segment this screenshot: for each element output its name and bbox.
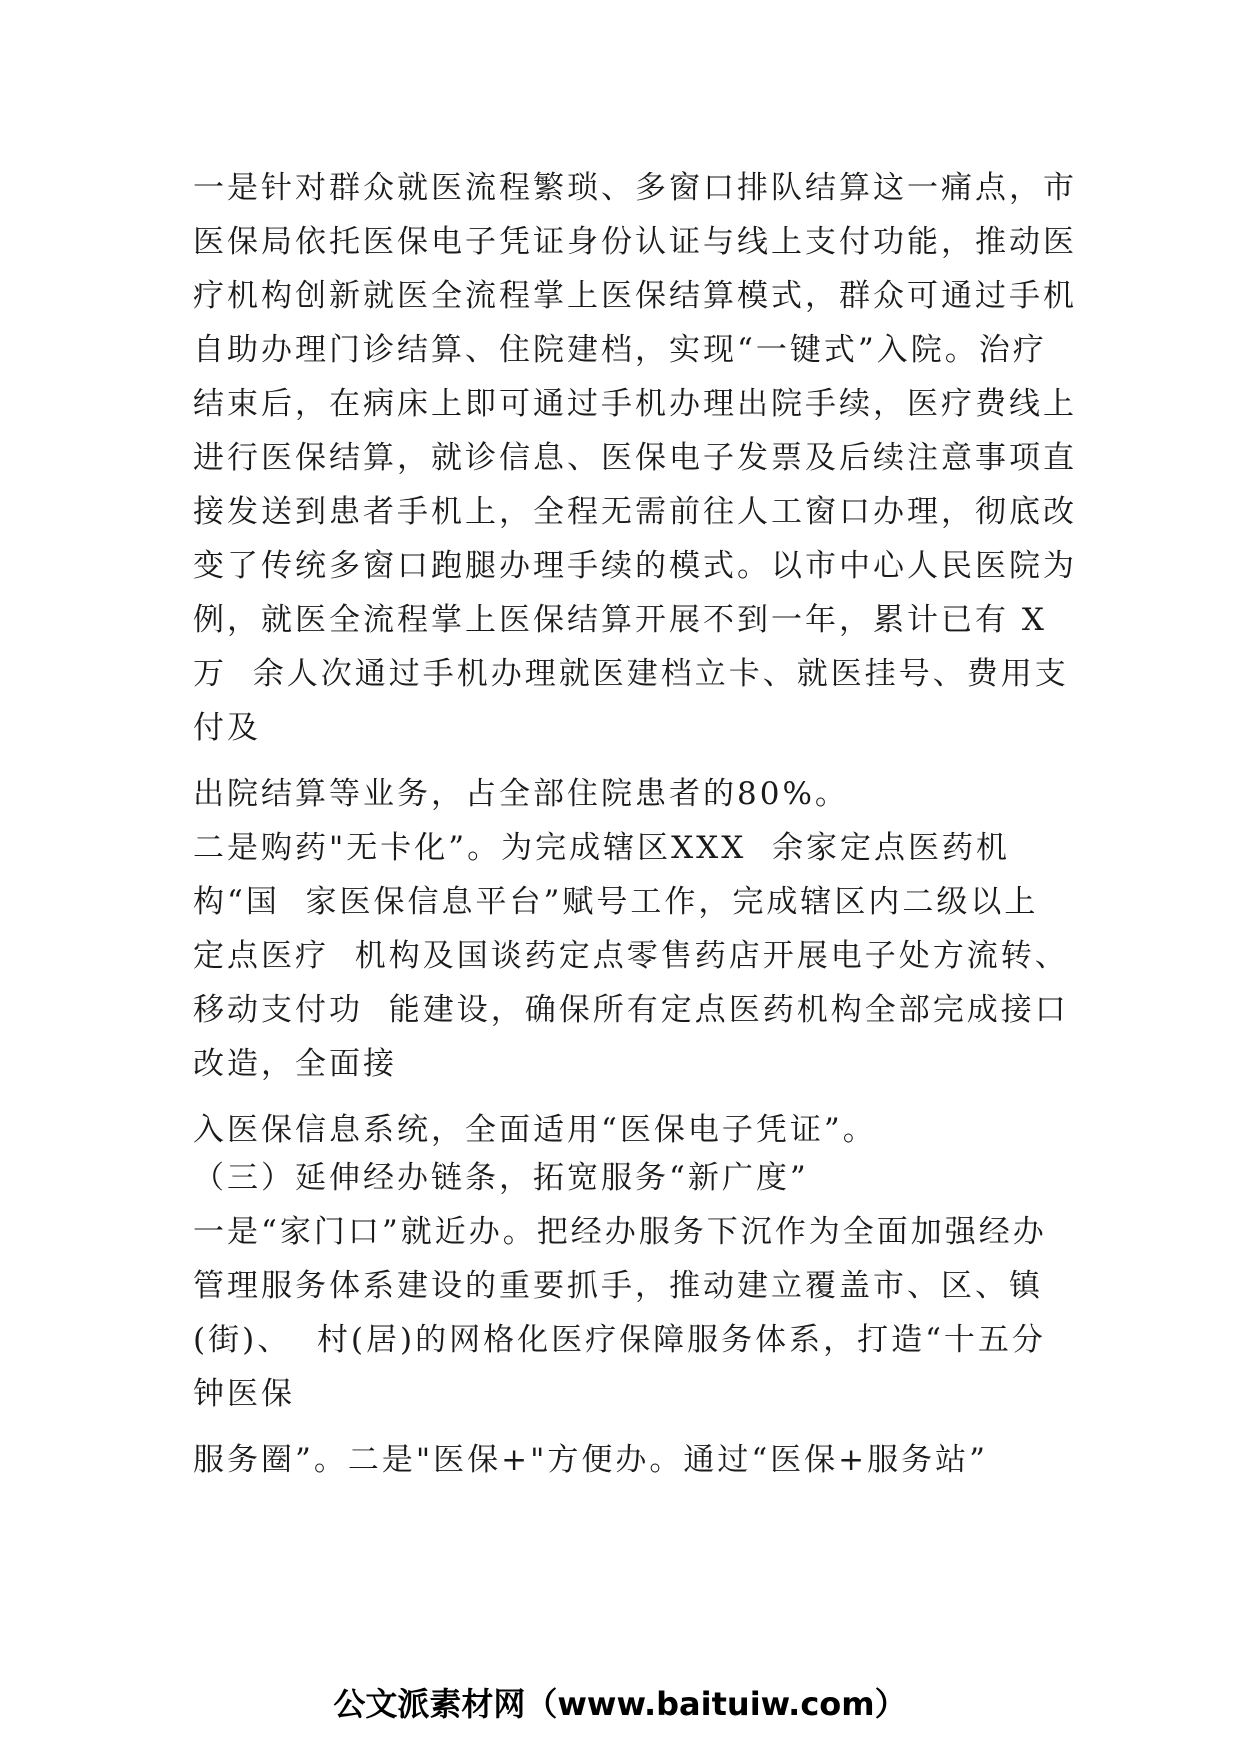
body-line-4: 自助办理门诊结算、住院建档，实现“一键式”入院。治疗 <box>193 332 1047 368</box>
section-heading: （三）延伸经办链条，拓宽服务“新广度” <box>193 1160 809 1196</box>
body-line-11: 付及 <box>193 710 261 746</box>
body-line-7: 接发送到患者手机上，全程无需前往人工窗口办理，彻底改 <box>193 494 1077 530</box>
body-line-21: 管理服务体系建设的重要抓手，推动建立覆盖市、区、镇 <box>193 1268 1043 1304</box>
body-line-23: 钟医保 <box>193 1376 295 1412</box>
body-line-24: 服务圈”。二是"医保+"方便办。通过“医保+服务站” <box>193 1442 989 1478</box>
body-line-6: 进行医保结算，就诊信息、医保电子发票及后续注意事项直 <box>193 440 1077 476</box>
body-line-8: 变了传统多窗口跑腿办理手续的模式。以市中心人民医院为 <box>193 548 1077 584</box>
body-line-13: 二是购药"无卡化”。为完成辖区XXX 余家定点医药机 <box>193 830 1011 866</box>
body-line-22: (街)、 村(居)的网格化医疗保障服务体系，打造“十五分 <box>193 1322 1046 1358</box>
body-line-2: 医保局依托医保电子凭证身份认证与线上支付功能，推动医 <box>193 224 1077 260</box>
body-line-3: 疗机构创新就医全流程掌上医保结算模式，群众可通过手机 <box>193 278 1077 314</box>
body-line-12: 出院结算等业务，占全部住院患者的80%。 <box>193 776 849 812</box>
body-line-17: 改造，全面接 <box>193 1046 397 1082</box>
body-line-5: 结束后，在病床上即可通过手机办理出院手续，医疗费线上 <box>193 386 1077 422</box>
body-line-1: 一是针对群众就医流程繁琐、多窗口排队结算这一痛点，市 <box>193 170 1077 206</box>
body-line-15: 定点医疗 机构及国谈药定点零售药店开展电子处方流转、 <box>193 938 1069 974</box>
body-line-18: 入医保信息系统，全面适用“医保电子凭证”。 <box>193 1112 877 1148</box>
body-line-20: 一是“家门口”就近办。把经办服务下沉作为全面加强经办 <box>193 1214 1047 1250</box>
body-line-9: 例，就医全流程掌上医保结算开展不到一年，累计已有 X <box>193 602 1047 638</box>
body-line-16: 移动支付功 能建设，确保所有定点医药机构全部完成接口 <box>193 992 1069 1028</box>
body-line-10: 万 余人次通过手机办理就医建档立卡、就医挂号、费用支 <box>193 656 1069 692</box>
footer-watermark: 公文派素材网（www.baituiw.com） <box>333 1685 907 1723</box>
body-line-14: 构“国 家医保信息平台”赋号工作，完成辖区内二级以上 <box>193 884 1039 920</box>
